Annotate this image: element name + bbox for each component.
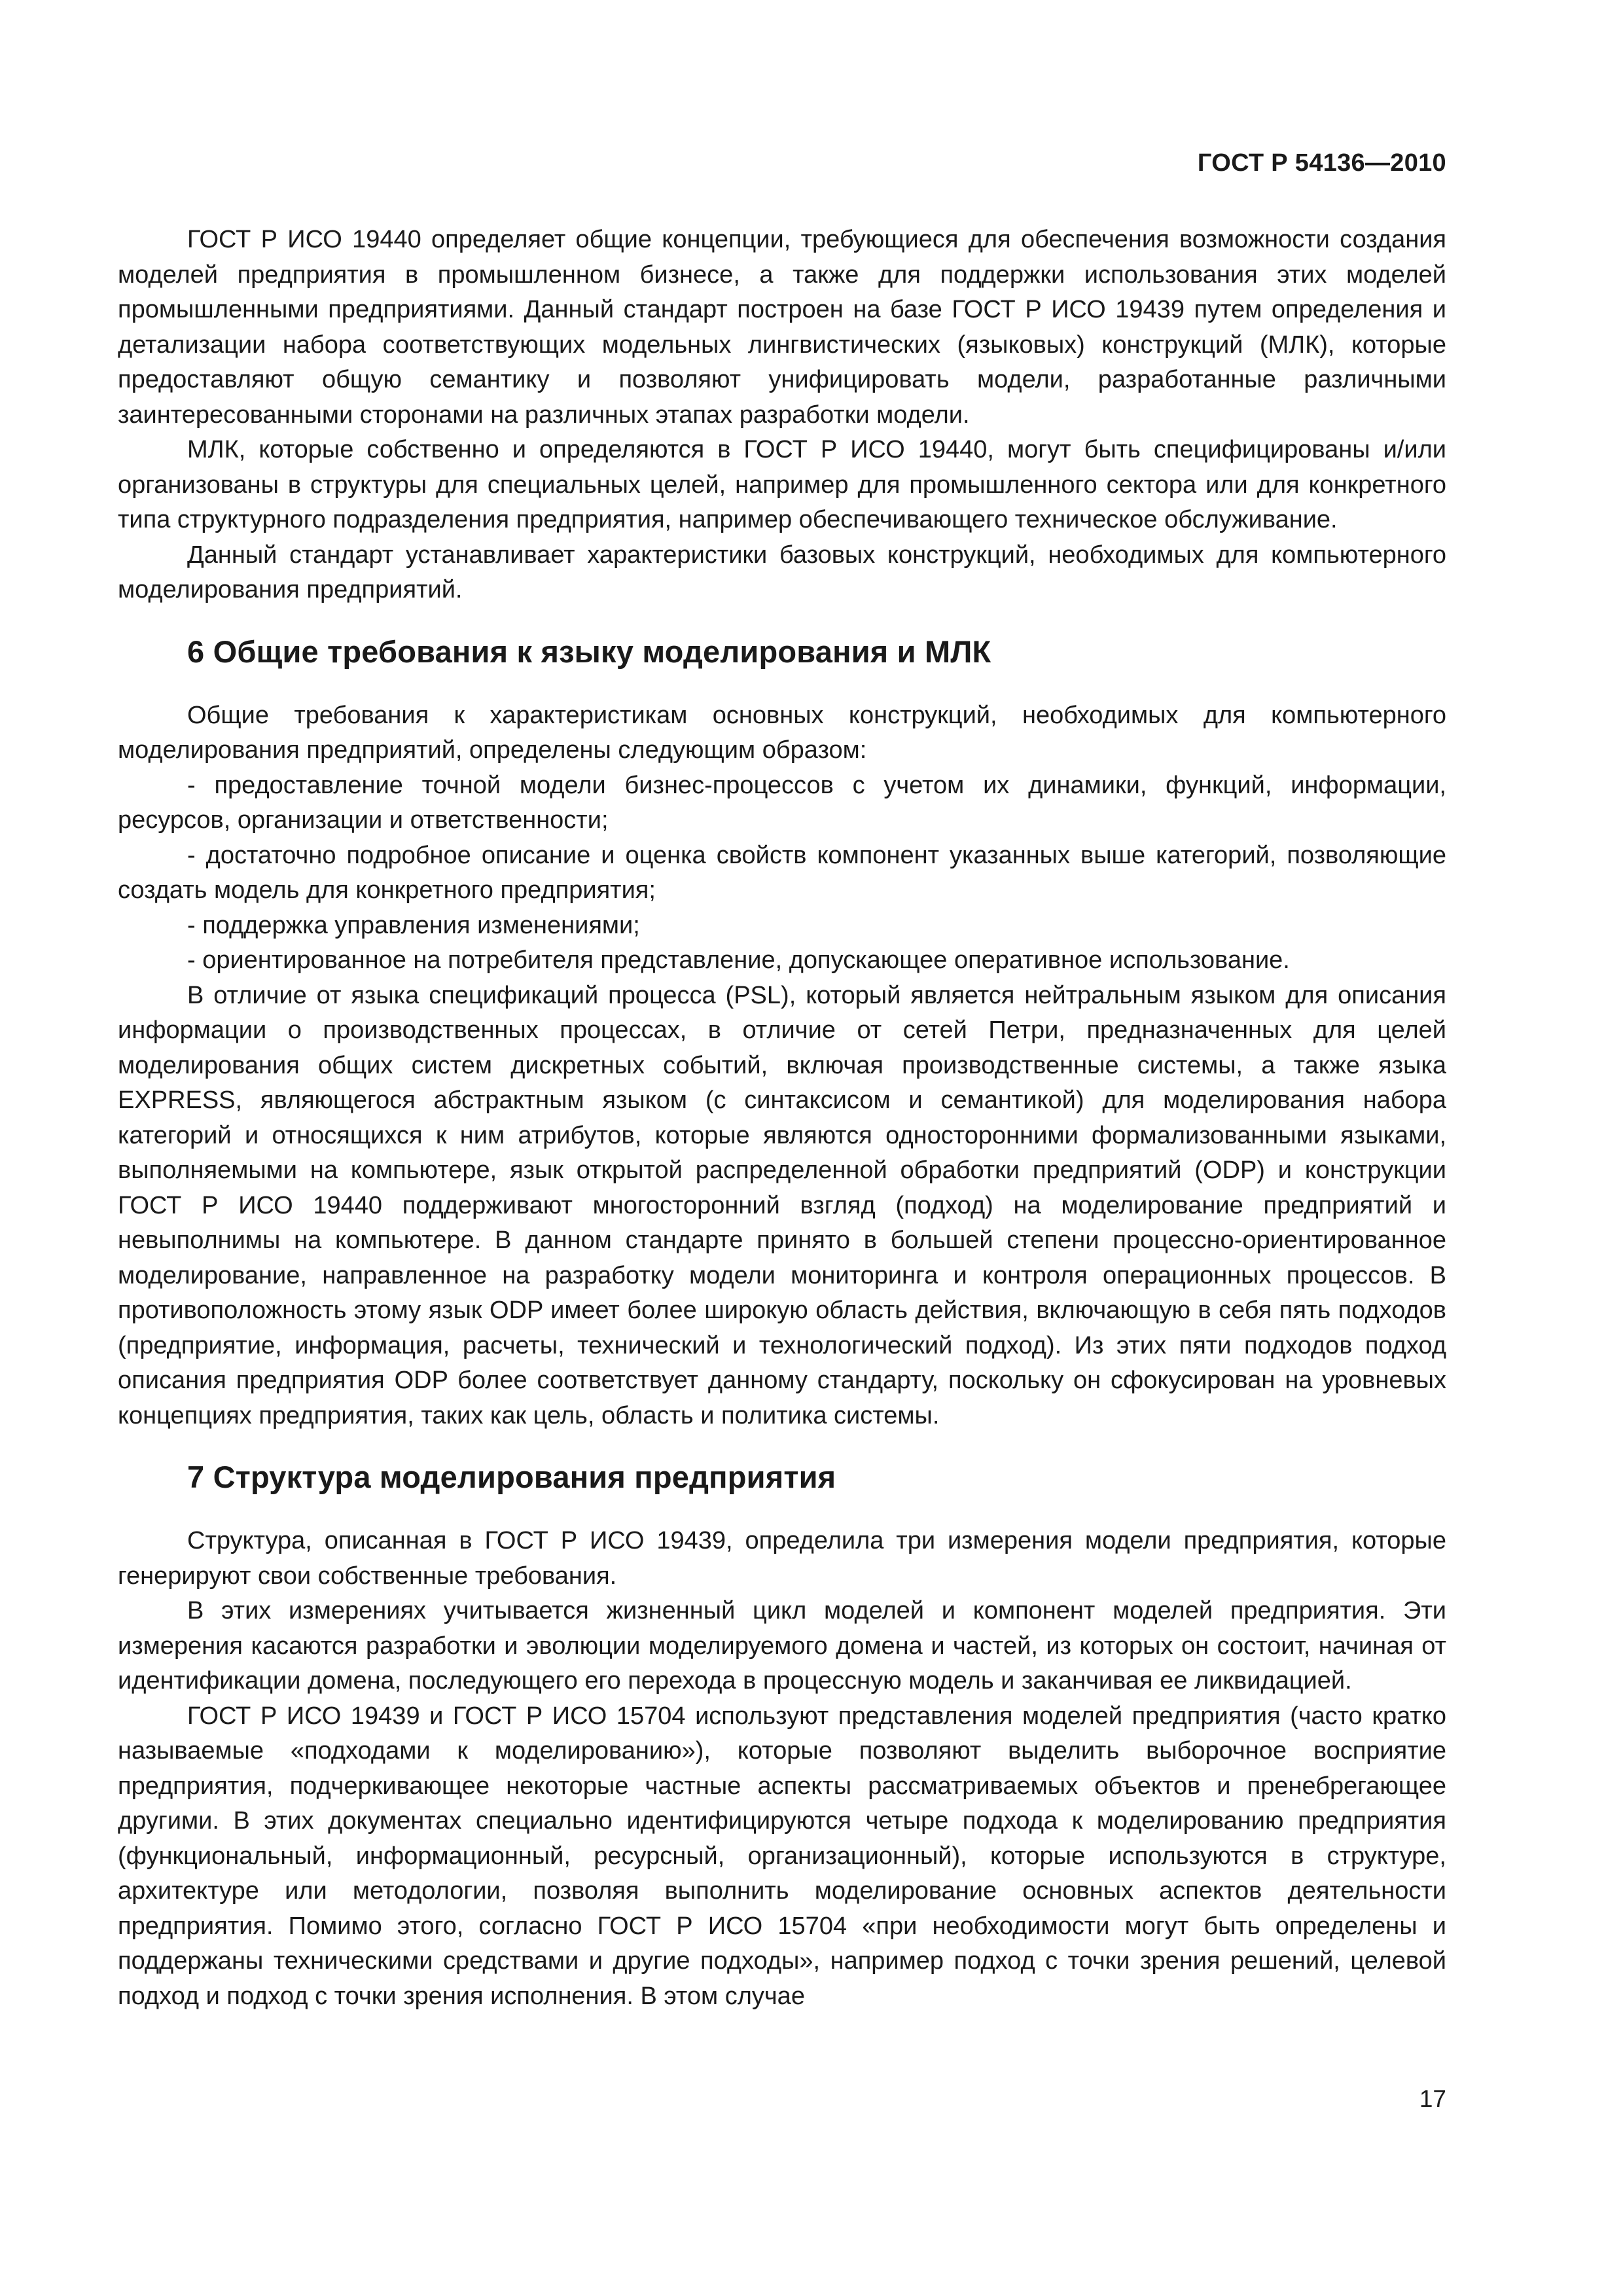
list-item: - поддержка управления изменениями; bbox=[187, 911, 640, 939]
paragraph: В отличие от языка спецификаций процесса (PSL), который является нейтральным языком для описания информации о производственных процессах, в отличие от сетей Петри, предназначенных для целей моделирования общих систем дискретных событий, включая производственные системы, а также языка EXPRESS, являющегося абстрактным языком (с синтаксисом и семантикой) для моделирования набора категорий и относящихся к ним атрибутов, которые являются односторонними формализованными языками, выполняемыми на компьютере, язык открытой распределенной обработки предприятий (ODP) и конструкции ГОСТ Р ИСО 19440 поддерживают многосторонний взгляд (подход) на моделирование предприятий и невыполнимы на компьютере. В данном стандарте принято в большей степени процессно-ориентированное моделирование, направленное на разработку модели мониторинга и контроля операционных процессов. В противоположность этому язык ODP имеет более широкую область действия, включающую в себя пять подходов (предприятие, информация, расчеты, технический и технологический подход). Из этих пяти подходов подход описания предприятия ODP более соответствует данному стандарту, поскольку он сфокусирован на уровневых концепциях предприятия, таких как цель, область и политика системы. bbox=[118, 981, 1446, 1429]
paragraph: Данный стандарт устанавливает характеристики базовых конструкций, необходимых для компьютерного моделирования предприятий. bbox=[118, 541, 1446, 603]
paragraph: Структура, описанная в ГОСТ Р ИСО 19439, определила три измерения модели предприятия, которые генерируют свои собственные требования. bbox=[118, 1527, 1446, 1590]
paragraph: ГОСТ Р ИСО 19440 определяет общие концепции, требующиеся для обеспечения возможности создания моделей предприятия в промышленном бизнесе, а также для поддержки использования этих моделей промышленными предприятиями. Данный стандарт построен на базе ГОСТ Р ИСО 19439 путем определения и детализации набора соответствующих модельных лингвистических (языковых) конструкций (МЛК), которые предоставляют общую семантику и позволяют унифицировать модели, разработанные различными заинтересованными сторонами на различных этапах разработки модели. bbox=[118, 226, 1446, 429]
section-7 bbox=[118, 1457, 1446, 2014]
list-item: - ориентированное на потребителя представление, допускающее оперативное использование. bbox=[187, 946, 1290, 974]
section-heading: 6 Общие требования к языку моделирования и МЛК bbox=[187, 634, 991, 669]
standard-designation: ГОСТ Р 54136—2010 bbox=[1197, 149, 1446, 177]
paragraph: В этих измерениях учитывается жизненный цикл моделей и компонент моделей предприятия. Эти измерения касаются разработки и эволюции моделируемого домена и частей, из которых он состоит, начиная от идентификации домена, последующего его перехода в процессную модель и заканчивая ее ликвидацией. bbox=[118, 1597, 1446, 1695]
list-item: - предоставление точной модели бизнес-процессов с учетом их динамики, функций, информации, ресурсов, организации и ответственности; bbox=[118, 771, 1446, 834]
paragraph: МЛК, которые собственно и определяются в ГОСТ Р ИСО 19440, могут быть специфицированы и/или организованы в структуры для специальных целей, например для промышленного сектора или для конкретного типа структурного подразделения предприятия, например обеспечивающего техническое обслуживание. bbox=[118, 436, 1446, 533]
section-6 bbox=[118, 632, 1446, 1434]
page-number: 17 bbox=[1419, 2085, 1446, 2112]
paragraph: ГОСТ Р ИСО 19439 и ГОСТ Р ИСО 15704 используют представления моделей предприятия (часто кратко называемые «подходами к моделированию»), которые позволяют выделить выборочное восприятие предприятия, подчеркивающее некоторые частные аспекты рассматриваемых объектов и пренебрегающее другими. В этих документах специально идентифицируются четыре подхода к моделированию предприятия (функциональный, информационный, ресурсный, организационный), которые используются в структуре, архитектуре или методологии, позволяя выполнить моделирование основных аспектов деятельности предприятия. Помимо этого, согласно ГОСТ Р ИСО 15704 «при необходимости могут быть определены и поддержаны техническими средствами и другие подходы», например подход с точки зрения решений, целевой подход и подход с точки зрения исполнения. В этом случае bbox=[118, 1702, 1446, 2010]
page-body bbox=[118, 223, 1446, 2014]
list-item: - достаточно подробное описание и оценка свойств компонент указанных выше категорий, позволяющие создать модель для конкретного предприятия; bbox=[118, 841, 1446, 904]
section-heading: 7 Структура моделирования предприятия bbox=[187, 1460, 836, 1494]
paragraph: Общие требования к характеристикам основных конструкций, необходимых для компьютерного моделирования предприятий, определены следующим образом: bbox=[118, 701, 1446, 764]
intro-section bbox=[118, 223, 1446, 608]
